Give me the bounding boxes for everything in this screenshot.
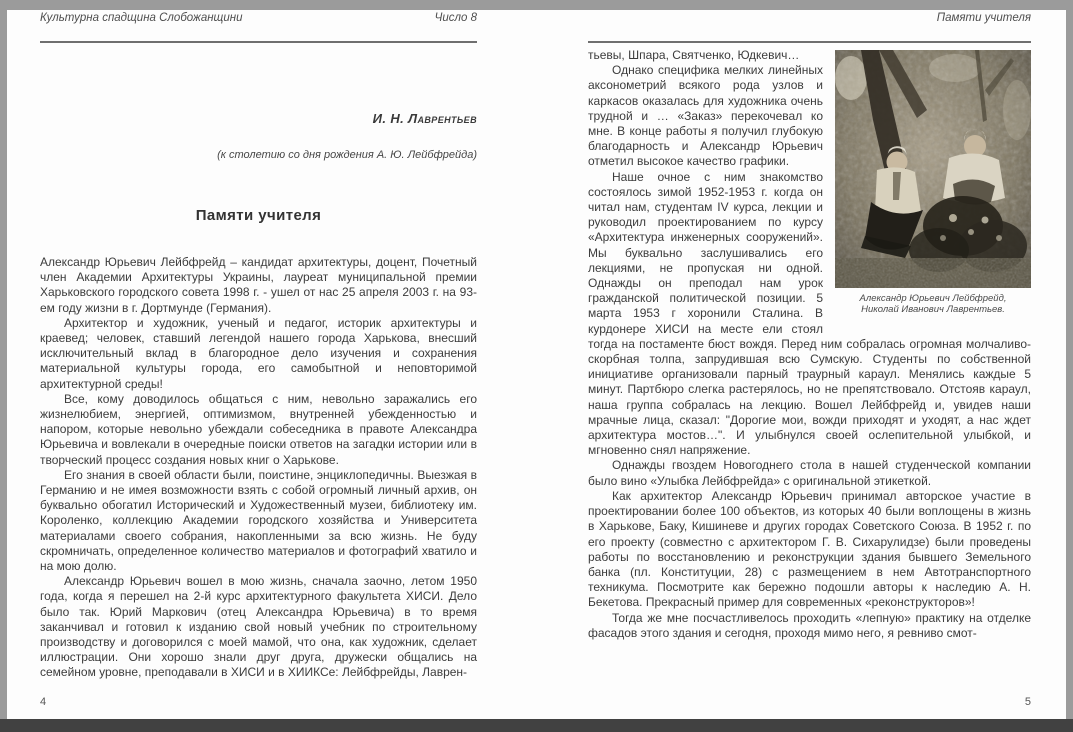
photo-caption [835,293,1031,315]
paragraph: Архитектор и художник, ученый и педагог, историк архитектуры и краевед; человек, ставший легендой нашего города Харькова, внесший исключительный вклад в благородное дело изучения и сохранения материальной культуры города, его самобытной и неповторимой архитектурной среды! [40,315,477,391]
photo-caption-line1: Александр Юрьевич Лейбфрейд, [859,293,1007,304]
right-header-rule [588,41,1031,43]
author-name: И. Н. Лаврентьев [372,111,477,126]
paragraph: Александр Юрьевич вошел в мою жизнь, сначала заочно, летом 1950 года, когда я перешел на 2-й курс архитектурного факультета ХИСИ. Дело было так. Юрий Маркович (отец Александра Юрьевича) в то время заканчивал и готовил к изданию свой новый учебник по строительному производству и договорился с моей мамой, что она, как художник, сделает иллюстрации. Они хорошо знали друг друга, дружески общались на семейном уровне, преподавали в ХИСИ и в ХИИКСе: Лейбфрейды, Лаврен- [40,574,477,680]
right-page-header: Памяти учителя [936,12,1031,24]
left-page-body [40,255,477,681]
scan-bottom-edge [0,719,1073,732]
right-page-number: 5 [1024,696,1031,708]
page-spread [7,10,1066,719]
dedication-line: (к столетию со дня рождения А. Ю. Лейбфрейда) [217,149,477,161]
left-page-number: 4 [40,696,47,708]
photo-block [835,50,1031,315]
paragraph: Тогда же мне посчастливелось проходить «лепную» практику на отделке фасадов этого здания и сегодня, проходя мимо него, я ревниво смот- [588,610,1031,640]
paragraph: Все, кому доводилось общаться с ним, невольно заражались его жизнелюбием, энергией, оптимизмом, внутренней убежденностью и напором, которые невольно убеждали собеседника в правоте Александра Юрьевича и вовлекали в очередные поиски ответов на загадки истории или в творческий процесс создания новых книг о Харькове. [40,391,477,467]
photo-caption-line2: Николай Иванович Лаврентьев. [861,304,1005,315]
right-page-body [588,48,1031,641]
paragraph: Однажды гвоздем Новогоднего стола в нашей студенческой компании было вино «Улыбка Лейбфрейда» с оригинальной этикеткой. [588,458,1031,488]
journal-title: Культурна спадщина Слобожанщини [40,12,243,24]
paragraph: Александр Юрьевич Лейбфрейд – кандидат архитектуры, доцент, Почетный член Академии Архитектуры Украины, лауреат муниципальной премии Харьковского городского совета 1998 г. - ушел от нас 25 апреля 2003 г. на 93-ем году жизни в г. Дортмунде (Германия). [40,255,477,315]
paragraph: тьевы, Шпара, Святченко, Юдкевич… [588,48,800,62]
left-page-header [40,12,477,24]
paragraph: Наше очное с ним знакомство состоялось зимой 1952-1953 г. когда он читал нам, студентам IV курса, лекции и руководил проектированием по курсу «Архитектура инженерных сооружений». Мы буквально заслушивались его лекциями, не пропуская ни одной. Однажды он преподал нам урок гражданской политической позиции. 5 марта 1953 г хоронили Сталина. В курдонере ХИСИ на месте ели стоял тогда на постаменте бюст вождя. Перед ним собралась огромная молчаливо-скорбная толпа, запрудившая всю Сумскую. Студенты по собственной инициативе организовали парный траурный караул. Менялись каждые 5 минут. Партбюро слегка растерялось, но не препятствовало. Отстояв караул, наша группа собралась на лекцию. Вошел Лейбфрейд и, увидев наши мрачные лица, сказал: "Дорогие мои, вожди приходят и уходят, а нас ждет архитектура мостов…". И улыбнулся своей ослепительной улыбкой, и мгновенно снял напряжение. [588,169,1031,458]
article-title: Памяти учителя [195,207,322,224]
paragraph: Однако специфика мелких линейных аксонометрий всякого рода узлов и каркасов оказалась для художника очень трудной и … «Заказ» перекочевал ко мне. В конце работы я получил глубокую благодарность и Александр Юрьевич отметил высокое качество графики. [588,63,823,169]
issue-number: Число 8 [434,12,477,24]
paragraph: Его знания в своей области были, поистине, энциклопедичны. Выезжая в Германию и не имея возможности взять с собой огромный личный архив, он буквально обогатил Исторический и Художественный музеи, библиотеку им. Короленко, коллекцию Академии городского хозяйства и Университета материалами своего собрания, накопленными за всю жизнь. Не буду скромничать, определенное количество материалов и фотографий хватило и на мою долю. [40,467,477,574]
left-header-rule [40,41,477,43]
paragraph: Как архитектор Александр Юрьевич принимал авторское участие в проектировании более 100 объектов, из которых 40 были воплощены в жизнь в Харькове, Баку, Кишиневе и других городах Советского Союза. В 1952 г. по его проекту (совместно с архитектором Г. В. Сихарулидзе) были проведены работы по восстановлению и реконструкции здания бывшего Земельного банка (пл. Конституции, 28) с размещением в нем Автотранспортного техникума. Посмотрите как бережно подошли авторы к наследию А. Н. Бекетова. Прекрасный пример для современных «реконструкторов»! [588,488,1031,610]
photo-two-men-outdoors [835,50,1031,288]
